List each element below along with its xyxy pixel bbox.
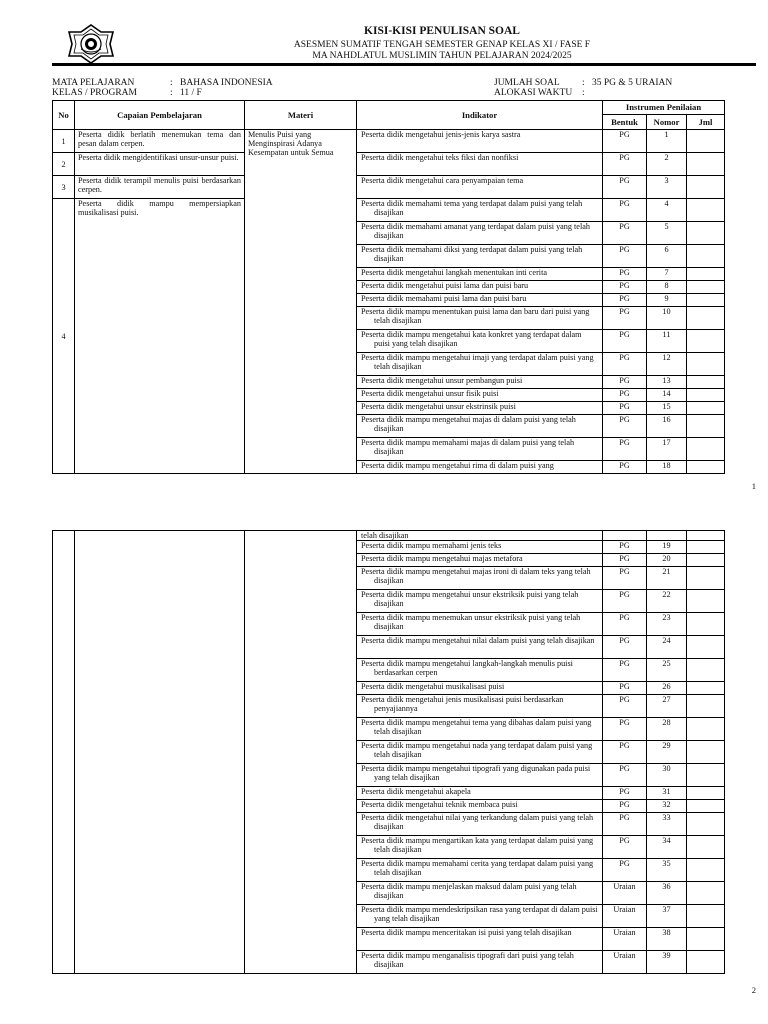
bentuk-cell: PG <box>603 836 647 859</box>
indikator-text: Peserta didik memahami puisi lama dan puisi baru <box>361 294 527 303</box>
jml-cell <box>687 800 725 813</box>
indikator-cell <box>357 294 603 307</box>
row-number: 2 <box>53 153 75 176</box>
indikator-cell <box>357 905 603 928</box>
nomor-cell: 4 <box>647 199 687 222</box>
indikator-text: Peserta didik mampu mengetahui unsur ekstriksik puisi yang telah disajikan <box>361 590 579 608</box>
jumlah-value: 35 PG & 5 URAIAN <box>592 78 673 88</box>
jml-cell <box>687 461 725 474</box>
meta-right: JUMLAH SOAL : 35 PG & 5 URAIAN ALOKASI WAKTU : <box>494 78 673 98</box>
nomor-cell: 22 <box>647 590 687 613</box>
kisi-kisi-table-page-2 <box>52 530 725 974</box>
indikator-cell <box>357 353 603 376</box>
bentuk-cell: PG <box>603 659 647 682</box>
jml-cell <box>687 415 725 438</box>
bentuk-cell: PG <box>603 541 647 554</box>
indikator-cell <box>357 741 603 764</box>
row-number: 1 <box>53 130 75 153</box>
jml-cell <box>687 376 725 389</box>
page-2 <box>0 494 768 1024</box>
jml-cell <box>687 389 725 402</box>
indikator-text: Peserta didik mampu mendeskripsikan rasa yang terdapat di dalam puisi yang telah disajikan <box>361 905 598 923</box>
indikator-cell <box>357 836 603 859</box>
bentuk-cell <box>603 531 647 541</box>
nomor-cell: 20 <box>647 554 687 567</box>
nomor-cell: 10 <box>647 307 687 330</box>
capaian-cell: Peserta didik mengidentifikasi unsur-unsur puisi. <box>75 153 245 176</box>
bentuk-cell: PG <box>603 859 647 882</box>
bentuk-cell: PG <box>603 718 647 741</box>
page-1 <box>0 0 768 494</box>
nomor-cell: 19 <box>647 541 687 554</box>
bentuk-cell: PG <box>603 176 647 199</box>
bentuk-cell: PG <box>603 153 647 176</box>
indikator-cell <box>357 415 603 438</box>
indikator-text: Peserta didik memahami tema yang terdapat dalam puisi yang telah disajikan <box>361 199 583 217</box>
kisi-kisi-table-page-1 <box>52 100 725 474</box>
bentuk-cell: Uraian <box>603 951 647 974</box>
indikator-cell <box>357 659 603 682</box>
indikator-text: Peserta didik mengetahui nilai yang terkandung dalam puisi yang telah disajikan <box>361 813 594 831</box>
indikator-text: Peserta didik mampu menganalisis tipografi dari puisi yang telah disajikan <box>361 951 574 969</box>
bentuk-cell: Uraian <box>603 905 647 928</box>
indikator-cell <box>357 882 603 905</box>
nomor-cell: 31 <box>647 787 687 800</box>
indikator-text: Peserta didik mampu mengetahui majas ironi di dalam teks yang telah disajikan <box>361 567 591 585</box>
col-header-capaian: Capaian Pembelajaran <box>75 101 245 130</box>
indikator-cell <box>357 461 603 474</box>
nomor-cell: 9 <box>647 294 687 307</box>
indikator-text: Peserta didik mengetahui langkah menentukan inti cerita <box>361 268 547 277</box>
bentuk-cell: PG <box>603 682 647 695</box>
indikator-text: Peserta didik mampu mengartikan kata yang terdapat dalam puisi yang telah disajikan <box>361 836 594 854</box>
indikator-text: Peserta didik mengetahui unsur ekstrinsik puisi <box>361 402 516 411</box>
indikator-text: telah disajikan <box>361 531 409 540</box>
page-number-1: 1 <box>751 481 756 491</box>
jml-cell <box>687 199 725 222</box>
jumlah-label: JUMLAH SOAL <box>494 78 560 88</box>
materi-cell <box>245 531 357 974</box>
nomor-cell: 17 <box>647 438 687 461</box>
capaian-cell <box>75 531 245 974</box>
nomor-cell: 2 <box>647 153 687 176</box>
indikator-cell <box>357 787 603 800</box>
nomor-cell: 34 <box>647 836 687 859</box>
indikator-cell <box>357 951 603 974</box>
indikator-text: Peserta didik mengetahui unsur fisik puisi <box>361 389 499 398</box>
indikator-cell <box>357 695 603 718</box>
nomor-cell: 12 <box>647 353 687 376</box>
indikator-text: Peserta didik mampu mengetahui nilai dalam puisi yang telah disajikan <box>361 636 595 645</box>
indikator-cell <box>357 153 603 176</box>
jml-cell <box>687 554 725 567</box>
indikator-cell <box>357 222 603 245</box>
bentuk-cell: PG <box>603 764 647 787</box>
bentuk-cell: PG <box>603 222 647 245</box>
nomor-cell: 1 <box>647 130 687 153</box>
jml-cell <box>687 636 725 659</box>
capaian-cell: Peserta didik berlatih menemukan tema dan pesan dalam cerpen. <box>75 130 245 153</box>
indikator-text: Peserta didik mampu menentukan puisi lama dan baru dari puisi yang telah disajikan <box>361 307 590 325</box>
meta-left: MATA PELAJARAN : BAHASA INDONESIA KELAS / PROGRAM : 11 / F <box>52 78 273 98</box>
indikator-cell <box>357 438 603 461</box>
bentuk-cell: PG <box>603 636 647 659</box>
bentuk-cell: PG <box>603 402 647 415</box>
nomor-cell <box>647 531 687 541</box>
jml-cell <box>687 153 725 176</box>
kelas-value: 11 / F <box>180 88 202 98</box>
nomor-cell: 26 <box>647 682 687 695</box>
bentuk-cell: PG <box>603 741 647 764</box>
nomor-cell: 36 <box>647 882 687 905</box>
jml-cell <box>687 222 725 245</box>
kelas-label: KELAS / PROGRAM <box>52 88 137 98</box>
table-row <box>53 153 725 176</box>
indikator-text: Peserta didik mampu menjelaskan maksud dalam puisi yang telah disajikan <box>361 882 577 900</box>
col-header-nomor: Nomor <box>647 115 687 130</box>
nomor-cell: 24 <box>647 636 687 659</box>
indikator-text: Peserta didik mampu menceritakan isi puisi yang telah disajikan <box>361 928 572 937</box>
indikator-cell <box>357 245 603 268</box>
indikator-text: Peserta didik mengetahui jenis musikalisasi puisi berdasarkan penyajiannya <box>361 695 564 713</box>
indikator-text: Peserta didik mampu mengetahui imaji yang terdapat dalam puisi yang telah disajikan <box>361 353 594 371</box>
bentuk-cell: PG <box>603 376 647 389</box>
header-divider <box>52 63 756 66</box>
document-title: KISI-KISI PENULISAN SOAL <box>364 25 520 37</box>
indikator-text: Peserta didik mampu mengetahui langkah-langkah menulis puisi berdasarkan cerpen <box>361 659 573 677</box>
bentuk-cell: PG <box>603 813 647 836</box>
jml-cell <box>687 718 725 741</box>
indikator-cell <box>357 531 603 541</box>
bentuk-cell: PG <box>603 199 647 222</box>
jml-cell <box>687 330 725 353</box>
nomor-cell: 32 <box>647 800 687 813</box>
nomor-cell: 39 <box>647 951 687 974</box>
jml-cell <box>687 813 725 836</box>
indikator-cell <box>357 389 603 402</box>
indikator-cell <box>357 199 603 222</box>
nomor-cell: 23 <box>647 613 687 636</box>
alokasi-label: ALOKASI WAKTU <box>494 88 573 98</box>
indikator-cell <box>357 376 603 389</box>
col-header-materi: Materi <box>245 101 357 130</box>
jml-cell <box>687 531 725 541</box>
nomor-cell: 30 <box>647 764 687 787</box>
jml-cell <box>687 176 725 199</box>
indikator-cell <box>357 176 603 199</box>
mapel-label: MATA PELAJARAN <box>52 78 135 88</box>
nomor-cell: 18 <box>647 461 687 474</box>
indikator-cell <box>357 567 603 590</box>
bentuk-cell: PG <box>603 130 647 153</box>
school-year-line: MA NAHDLATUL MUSLIMIN TAHUN PELAJARAN 2024/2025 <box>312 51 572 61</box>
nomor-cell: 6 <box>647 245 687 268</box>
indikator-text: Peserta didik mampu mengetahui majas di dalam puisi yang telah disajikan <box>361 415 576 433</box>
jml-cell <box>687 836 725 859</box>
table-row <box>53 130 725 153</box>
indikator-text: Peserta didik mengetahui cara penyampaian tema <box>361 176 524 185</box>
materi-cell: Menulis Puisi yang Menginspirasi Adanya Kesempatan untuk Semua <box>245 130 357 474</box>
nomor-cell: 13 <box>647 376 687 389</box>
indikator-text: Peserta didik mengetahui teks fiksi dan nonfiksi <box>361 153 519 162</box>
indikator-cell <box>357 554 603 567</box>
nomor-cell: 8 <box>647 281 687 294</box>
col-header-bentuk: Bentuk <box>603 115 647 130</box>
jml-cell <box>687 281 725 294</box>
bentuk-cell: PG <box>603 389 647 402</box>
capaian-cell: Peserta didik mampu mempersiapkan musikalisasi puisi. <box>75 199 245 474</box>
indikator-text: Peserta didik mampu memahami majas di dalam puisi yang telah disajikan <box>361 438 575 456</box>
jml-cell <box>687 402 725 415</box>
indikator-cell <box>357 636 603 659</box>
indikator-text: Peserta didik mampu mengetahui rima di dalam puisi yang <box>361 461 554 470</box>
indikator-cell <box>357 590 603 613</box>
bentuk-cell: PG <box>603 461 647 474</box>
nomor-cell: 16 <box>647 415 687 438</box>
bentuk-cell: PG <box>603 353 647 376</box>
nomor-cell: 25 <box>647 659 687 682</box>
indikator-cell <box>357 764 603 787</box>
bentuk-cell: PG <box>603 415 647 438</box>
mapel-value: BAHASA INDONESIA <box>180 78 273 88</box>
bentuk-cell: PG <box>603 294 647 307</box>
jml-cell <box>687 130 725 153</box>
indikator-text: Peserta didik mampu memahami jenis teks <box>361 541 502 550</box>
indikator-cell <box>357 268 603 281</box>
indikator-cell <box>357 402 603 415</box>
jml-cell <box>687 682 725 695</box>
row-number <box>53 531 75 974</box>
jml-cell <box>687 928 725 951</box>
jml-cell <box>687 567 725 590</box>
bentuk-cell: PG <box>603 695 647 718</box>
jml-cell <box>687 787 725 800</box>
nomor-cell: 29 <box>647 741 687 764</box>
nomor-cell: 38 <box>647 928 687 951</box>
indikator-text: Peserta didik mampu memahami cerita yang terdapat dalam puisi yang telah disajikan <box>361 859 594 877</box>
jml-cell <box>687 438 725 461</box>
jml-cell <box>687 659 725 682</box>
bentuk-cell: PG <box>603 800 647 813</box>
indikator-cell <box>357 718 603 741</box>
nomor-cell: 14 <box>647 389 687 402</box>
indikator-cell <box>357 613 603 636</box>
indikator-cell <box>357 281 603 294</box>
nomor-cell: 33 <box>647 813 687 836</box>
table-row <box>53 176 725 199</box>
indikator-cell <box>357 307 603 330</box>
nomor-cell: 5 <box>647 222 687 245</box>
jml-cell <box>687 741 725 764</box>
bentuk-cell: PG <box>603 245 647 268</box>
col-header-jml: Jml <box>687 115 725 130</box>
document-subtitle: ASESMEN SUMATIF TENGAH SEMESTER GENAP KELAS XI / FASE F <box>293 40 591 50</box>
capaian-cell: Peserta didik terampil menulis puisi berdasarkan cerpen. <box>75 176 245 199</box>
jml-cell <box>687 882 725 905</box>
indikator-cell <box>357 813 603 836</box>
indikator-text: Peserta didik memahami amanat yang terdapat dalam puisi yang telah disajikan <box>361 222 590 240</box>
jml-cell <box>687 541 725 554</box>
indikator-cell <box>357 859 603 882</box>
bentuk-cell: PG <box>603 590 647 613</box>
bentuk-cell: Uraian <box>603 882 647 905</box>
indikator-text: Peserta didik mampu mengetahui nada yang terdapat dalam puisi yang telah disajikan <box>361 741 593 759</box>
indikator-text: Peserta didik mengetahui puisi lama dan puisi baru <box>361 281 529 290</box>
jml-cell <box>687 268 725 281</box>
indikator-cell <box>357 928 603 951</box>
indikator-cell <box>357 130 603 153</box>
bentuk-cell: PG <box>603 307 647 330</box>
nomor-cell: 11 <box>647 330 687 353</box>
nomor-cell: 37 <box>647 905 687 928</box>
col-header-no: No <box>53 101 75 130</box>
table-row <box>53 531 725 541</box>
indikator-text: Peserta didik memahami diksi yang terdapat dalam puisi yang telah disajikan <box>361 245 583 263</box>
indikator-text: Peserta didik mengetahui akapela <box>361 787 471 796</box>
bentuk-cell: PG <box>603 787 647 800</box>
col-header-instrumen: Instrumen Penilaian <box>603 101 725 115</box>
page-number-2: 2 <box>751 985 756 995</box>
bentuk-cell: PG <box>603 438 647 461</box>
jml-cell <box>687 294 725 307</box>
bentuk-cell: PG <box>603 567 647 590</box>
nomor-cell: 27 <box>647 695 687 718</box>
indikator-text: Peserta didik mampu mengetahui majas metafora <box>361 554 523 563</box>
bentuk-cell: PG <box>603 554 647 567</box>
nomor-cell: 35 <box>647 859 687 882</box>
indikator-text: Peserta didik mengetahui jenis-jenis karya sastra <box>361 130 521 139</box>
jml-cell <box>687 951 725 974</box>
indikator-cell <box>357 682 603 695</box>
indikator-text: Peserta didik mampu menemukan unsur ekstriksik puisi yang telah disajikan <box>361 613 581 631</box>
indikator-text: Peserta didik mengetahui unsur pembangun puisi <box>361 376 523 385</box>
indikator-cell <box>357 330 603 353</box>
jml-cell <box>687 590 725 613</box>
jml-cell <box>687 905 725 928</box>
jml-cell <box>687 695 725 718</box>
jml-cell <box>687 613 725 636</box>
nomor-cell: 3 <box>647 176 687 199</box>
col-header-indikator: Indikator <box>357 101 603 130</box>
jml-cell <box>687 245 725 268</box>
indikator-cell <box>357 800 603 813</box>
bentuk-cell: PG <box>603 268 647 281</box>
school-emblem-logo <box>68 24 114 64</box>
indikator-text: Peserta didik mengetahui musikalisasi puisi <box>361 682 505 691</box>
bentuk-cell: PG <box>603 281 647 294</box>
nomor-cell: 21 <box>647 567 687 590</box>
table-row <box>53 199 725 222</box>
indikator-cell <box>357 541 603 554</box>
row-number: 3 <box>53 176 75 199</box>
row-number: 4 <box>53 199 75 474</box>
nomor-cell: 28 <box>647 718 687 741</box>
nomor-cell: 15 <box>647 402 687 415</box>
jml-cell <box>687 859 725 882</box>
jml-cell <box>687 307 725 330</box>
bentuk-cell: PG <box>603 613 647 636</box>
bentuk-cell: Uraian <box>603 928 647 951</box>
indikator-text: Peserta didik mampu mengetahui kata konkret yang terdapat dalam puisi yang telah disajikan <box>361 330 582 348</box>
jml-cell <box>687 353 725 376</box>
indikator-text: Peserta didik mampu mengetahui tema yang dibahas dalam puisi yang telah disajikan <box>361 718 592 736</box>
jml-cell <box>687 764 725 787</box>
indikator-text: Peserta didik mengetahui teknik membaca puisi <box>361 800 518 809</box>
nomor-cell: 7 <box>647 268 687 281</box>
indikator-text: Peserta didik mampu mengetahui tipografi yang digunakan pada puisi yang telah disajikan <box>361 764 591 782</box>
bentuk-cell: PG <box>603 330 647 353</box>
